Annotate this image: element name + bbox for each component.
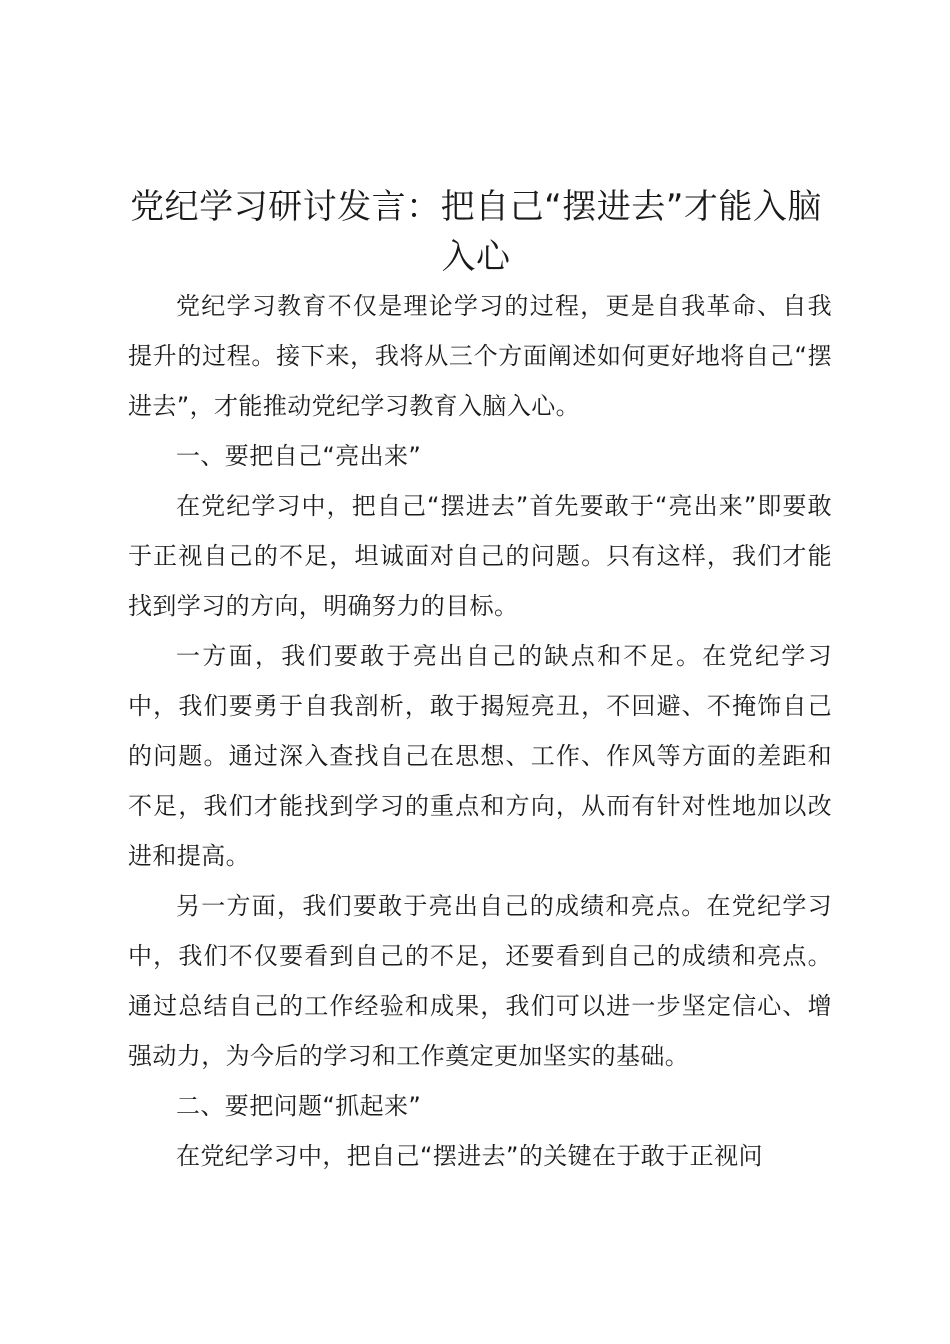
paragraph-shortcomings: 一方面，我们要敢于亮出自己的缺点和不足。在党纪学习中，我们要勇于自我剖析，敢于揭短亮丑，不回避、不掩饰自己的问题。通过深入查找自己在思想、工作、作风等方面的差距和不足，我们才能找到学习的重点和方向，从而有针对性地加以改进和提高。	[128, 642, 832, 870]
paragraph-achievements: 另一方面，我们要敢于亮出自己的成绩和亮点。在党纪学习中，我们不仅要看到自己的不足，还要看到自己的成绩和亮点。通过总结自己的工作经验和成果，我们可以进一步坚定信心、增强动力，为今后的学习和工作奠定更加坚实的基础。	[128, 892, 832, 1070]
paragraph-intro: 党纪学习教育不仅是理论学习的过程，更是自我革命、自我提升的过程。接下来，我将从三个方面阐述如何更好地将自己“摆进去”，才能推动党纪学习教育入脑入心。	[128, 292, 832, 420]
section-heading-1: 一、要把自己“亮出来”	[176, 442, 422, 470]
document-body	[128, 281, 832, 1181]
paragraph-section-1-intro: 在党纪学习中，把自己“摆进去”首先要敢于“亮出来”即要敢于正视自己的不足，坦诚面对自己的问题。只有这样，我们才能找到学习的方向，明确努力的目标。	[128, 492, 832, 620]
document-title: 党纪学习研讨发言：把自己“摆进去”才能入脑入心	[130, 187, 822, 277]
section-heading-2: 二、要把问题“抓起来”	[176, 1092, 422, 1120]
paragraph-section-2-intro: 在党纪学习中，把自己“摆进去”的关键在于敢于正视问	[176, 1142, 763, 1170]
